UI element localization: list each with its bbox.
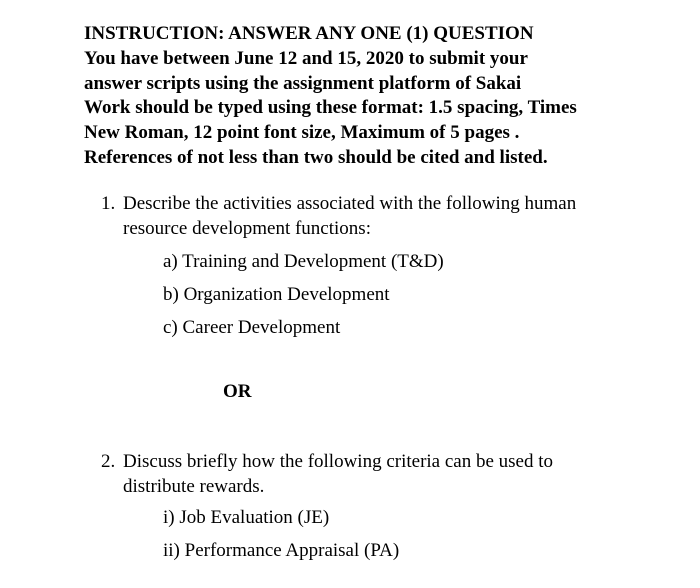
question-text-line: resource development functions: <box>123 217 371 239</box>
instruction-line: References of not less than two should be cited and listed. <box>84 146 548 168</box>
instruction-heading: INSTRUCTION: ANSWER ANY ONE (1) QUESTION <box>84 23 534 44</box>
question-text-line: Discuss briefly how the following criteria can be used to <box>123 451 554 472</box>
question-1-option-a: a) Training and Development (T&D) <box>163 251 444 272</box>
question-number: 2. <box>101 451 116 472</box>
instruction-line: New Roman, 12 point font size, Maximum of 5 pages . <box>84 122 520 144</box>
question-text-line: distribute rewards. <box>123 475 265 497</box>
or-separator: OR <box>223 381 252 402</box>
instruction-line: answer scripts using the assignment platform of Sakai <box>84 72 522 94</box>
question-1-option-b: b) Organization Development <box>163 284 390 305</box>
instruction-line: You have between June 12 and 15, 2020 to submit your <box>84 47 528 69</box>
instruction-line: Work should be typed using these format: 1.5 spacing, Times <box>84 97 577 119</box>
question-2-option-i: i) Job Evaluation (JE) <box>163 507 330 528</box>
question-2-option-ii: ii) Performance Appraisal (PA) <box>163 540 400 561</box>
instructions-block <box>84 22 644 171</box>
question-text-line: Describe the activities associated with the following human <box>123 193 577 214</box>
question-number: 1. <box>101 193 116 214</box>
question-1-option-c: c) Career Development <box>163 317 341 338</box>
